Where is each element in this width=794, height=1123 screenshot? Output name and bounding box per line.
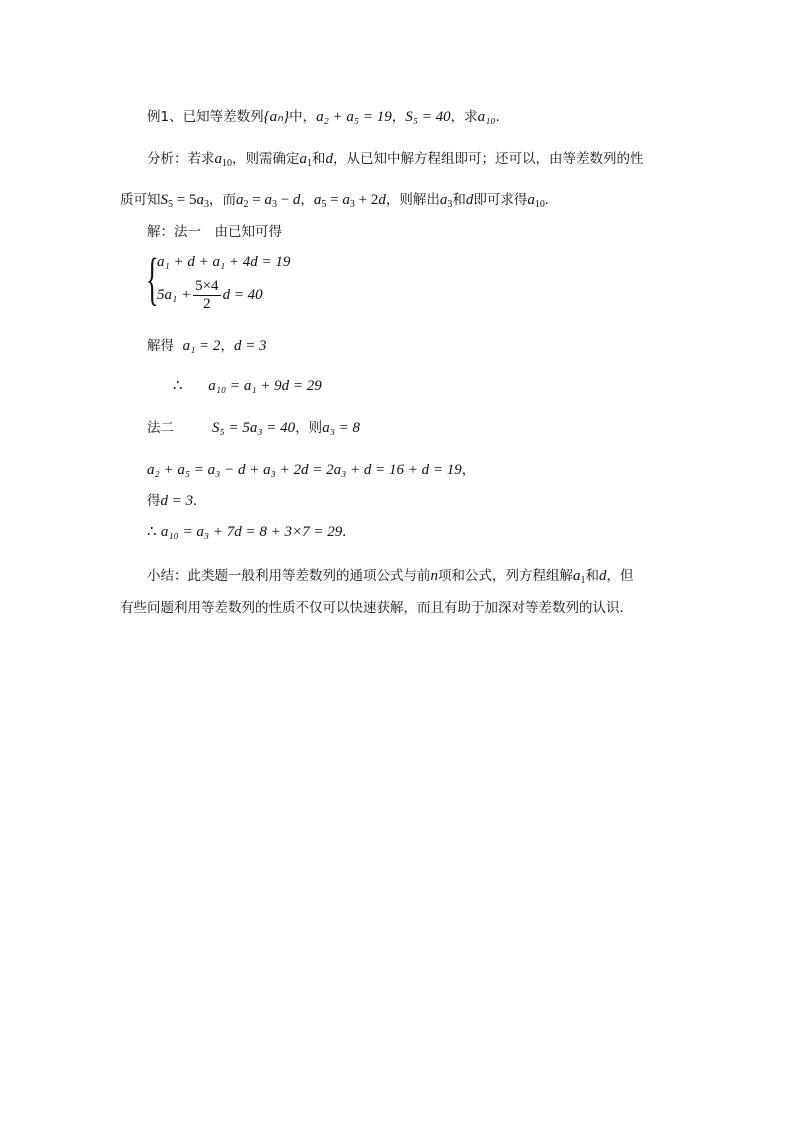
analysis-text: 即可求得 — [473, 192, 528, 208]
math-d: d — [465, 192, 474, 208]
analysis-line-1 — [147, 149, 644, 174]
summary-line-2: 有些问题利用等差数列的性质不仅可以快速获解，而且有助于加深对等差数列的认识． — [120, 600, 633, 616]
final-equation: a₁₀ = a₃ + 7d = 8 + 3×7 = 29 — [160, 524, 343, 540]
math-a3: $a_3$ — [439, 192, 453, 210]
math-a10: $a_{10}$ — [214, 151, 232, 169]
summary-line-1 — [147, 566, 634, 591]
get-d-line: 得d = 3. — [147, 493, 197, 509]
math-a1: $a_1$ — [299, 151, 312, 169]
fraction-numerator: 5×4 — [195, 278, 219, 295]
result-a10: a₁₀ = a₁ + 9d = 29 — [208, 378, 322, 394]
analysis-text: 和 — [452, 192, 466, 208]
target-term: a₁₀ — [477, 109, 496, 125]
system-equation-2 — [157, 278, 263, 313]
analysis-text: ，则需确定 — [232, 151, 300, 167]
math-a1: $a_1$ — [573, 568, 586, 586]
analysis-text: ，而 — [208, 192, 236, 208]
example-line — [147, 107, 500, 127]
long-equation-line — [147, 460, 475, 480]
result-line-1 — [173, 376, 322, 396]
therefore-symbol: ∴ — [147, 524, 157, 540]
method2-label: 法二 — [147, 420, 174, 436]
get-label: 得 — [147, 493, 161, 509]
solved-line: 解得 a₁ = 2，d = 3 — [147, 338, 267, 354]
summary-text: 和 — [585, 568, 599, 584]
therefore-symbol: ∴ — [173, 378, 183, 394]
eq2-right: d = 40 — [222, 287, 263, 303]
math-a2: $a_2 = a_3 - d$ — [235, 192, 301, 210]
summary-text: 项和公式，列方程组解 — [438, 568, 573, 584]
long-equation-end: ， — [461, 462, 476, 478]
fraction-denominator: 2 — [203, 296, 211, 313]
final-line: ∴ a₁₀ = a₃ + 7d = 8 + 3×7 = 29. — [147, 524, 346, 540]
analysis-line-2: 质可知$S_5 = 5a_3$，而$a_2 = a_3 - d$，$a_5 = a_3 + 2d$，则解出$a_3$和d即可求得$a_{10}$. — [120, 192, 549, 210]
analysis-text: ， — [300, 192, 314, 208]
condition-sum: a₂ + a₅ = 19 — [316, 109, 392, 125]
solved-label: 解得 — [147, 338, 174, 354]
math-a10: $a_{10}$ — [527, 192, 545, 210]
example-ask: ，求 — [450, 109, 478, 125]
get-value: d = 3 — [160, 493, 194, 509]
math-n: n — [430, 568, 438, 584]
math-d: d — [325, 151, 333, 167]
math-d: d — [599, 568, 607, 584]
example-comma: ， — [391, 109, 406, 125]
method2-line — [147, 418, 360, 438]
method2-result: a₃ = 8 — [322, 420, 361, 436]
analysis-text: 分析：若求 — [147, 151, 215, 167]
system-brace: { — [146, 246, 159, 311]
analysis-text: ，则解出 — [385, 192, 440, 208]
analysis-text: 和 — [312, 151, 326, 167]
example-mid: 中， — [289, 109, 317, 125]
summary-text: ，但 — [606, 568, 634, 584]
math-a5: $a_5 = a_3 + 2d$ — [313, 192, 386, 210]
summary-text: 小结：此类题一般利用等差数列的通项公式与前 — [147, 568, 431, 584]
condition-s5: S₅ = 40 — [405, 109, 451, 125]
sequence-symbol: {aₙ} — [263, 109, 290, 125]
method2-equation: S₅ = 5a₃ = 40 — [212, 420, 296, 436]
system-equation-1: a₁ + d + a₁ + 4d = 19 — [157, 254, 291, 270]
math-s5: $S_5 = 5a_3$ — [160, 192, 209, 210]
example-title: 例1、已知等差数列 — [147, 109, 264, 125]
long-equation: a₂ + a₅ = a₃ − d + a₃ + 2d = 2a₃ + d = 16 + d = 19 — [147, 462, 462, 478]
solution-header: 解：法一 由已知可得 — [147, 224, 282, 240]
solved-d: d = 3 — [233, 338, 267, 354]
solved-a1: a₁ = 2 — [182, 338, 221, 354]
example-end: . — [495, 109, 500, 125]
analysis-text: ，从已知中解方程组即可；还可以，由等差数列的性 — [333, 151, 644, 167]
method2-then: ，则 — [295, 420, 323, 436]
eq2-left: 5a₁ + — [157, 287, 192, 303]
fraction — [193, 278, 220, 313]
analysis-text: 质可知 — [120, 192, 161, 208]
